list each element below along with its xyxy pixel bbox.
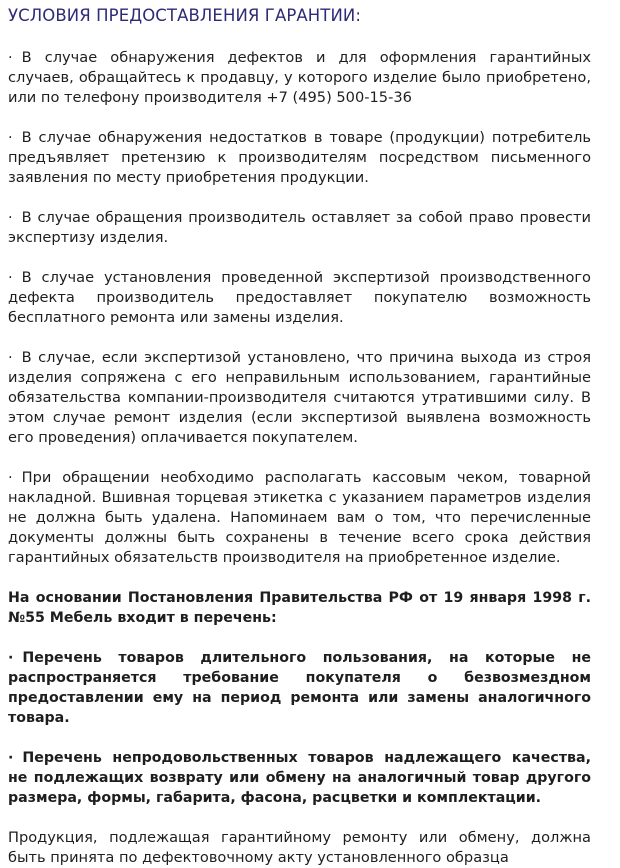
decree-list-item bbox=[8, 648, 591, 728]
condition-paragraph bbox=[8, 208, 591, 248]
condition-text: В случае, если экспертизой установлено, что причина выхода из строя изделия сопряжена с его неправильным использованием, гарантийные обязательства компании-производителя считаются утратившими силу. В этом случае ремонт изделия (если экспертизой выявлена возможность его проведения) оплачивается покупателем. bbox=[8, 349, 591, 446]
condition-paragraph bbox=[8, 468, 591, 568]
condition-paragraph bbox=[8, 128, 591, 188]
condition-text: В случае обнаружения дефектов и для оформления гарантийных случаев, обращайтесь к продавцу, у которого изделие было приобретено, или по телефону производителя +7 (495) 500-15-36 bbox=[8, 49, 591, 106]
bullet-icon: · bbox=[8, 209, 13, 226]
bullet-icon: · bbox=[8, 650, 14, 666]
bullet-icon: · bbox=[8, 269, 13, 286]
condition-paragraph bbox=[8, 348, 591, 448]
condition-paragraph bbox=[8, 48, 591, 108]
condition-text: При обращении необходимо располагать кассовым чеком, товарной накладной. Вшивная торцевая этикетка с указанием параметров изделия не должна быть удалена. Напоминаем вам о том, что перечисленные документы должны быть сохранены в течение всего срока действия гарантийных обязательств производителя на приобретенное изделие. bbox=[8, 469, 591, 566]
decree-list-item bbox=[8, 748, 591, 808]
bullet-icon: · bbox=[8, 750, 14, 766]
condition-text: В случае установления проведенной экспертизой производственного дефекта производитель предоставляет покупателю возможность бесплатного ремонта или замены изделия. bbox=[8, 269, 591, 326]
bullet-icon: · bbox=[8, 349, 13, 366]
decree-item-text: Перечень непродовольственных товаров надлежащего качества, не подлежащих возврату или обмену на аналогичный товар другого размера, формы, габарита, фасона, расцветки и комплектации. bbox=[8, 750, 591, 806]
bullet-icon: · bbox=[8, 129, 13, 146]
footer-note: Продукция, подлежащая гарантийному ремонту или обмену, должна быть принята по дефектовочному акту установленного образца bbox=[8, 829, 591, 866]
decree-item-text: Перечень товаров длительного пользования, на которые не распространяется требование покупателя о безвозмездном предоставлении ему на период ремонта или замены аналогичного товара. bbox=[8, 650, 591, 726]
decree-heading: На основании Постановления Правительства РФ от 19 января 1998 г. №55 Мебель входит в перечень: bbox=[8, 590, 591, 626]
condition-text: В случае обращения производитель оставляет за собой право провести экспертизу изделия. bbox=[8, 209, 591, 246]
bullet-icon: · bbox=[8, 49, 13, 66]
document-title: УСЛОВИЯ ПРЕДОСТАВЛЕНИЯ ГАРАНТИИ: bbox=[8, 6, 362, 25]
warranty-conditions-document bbox=[8, 6, 591, 868]
condition-text: В случае обнаружения недостатков в товаре (продукции) потребитель предъявляет претензию к производителям посредством письменного заявления по месту приобретения продукции. bbox=[8, 129, 591, 186]
bullet-icon: · bbox=[8, 469, 13, 486]
condition-paragraph bbox=[8, 268, 591, 328]
